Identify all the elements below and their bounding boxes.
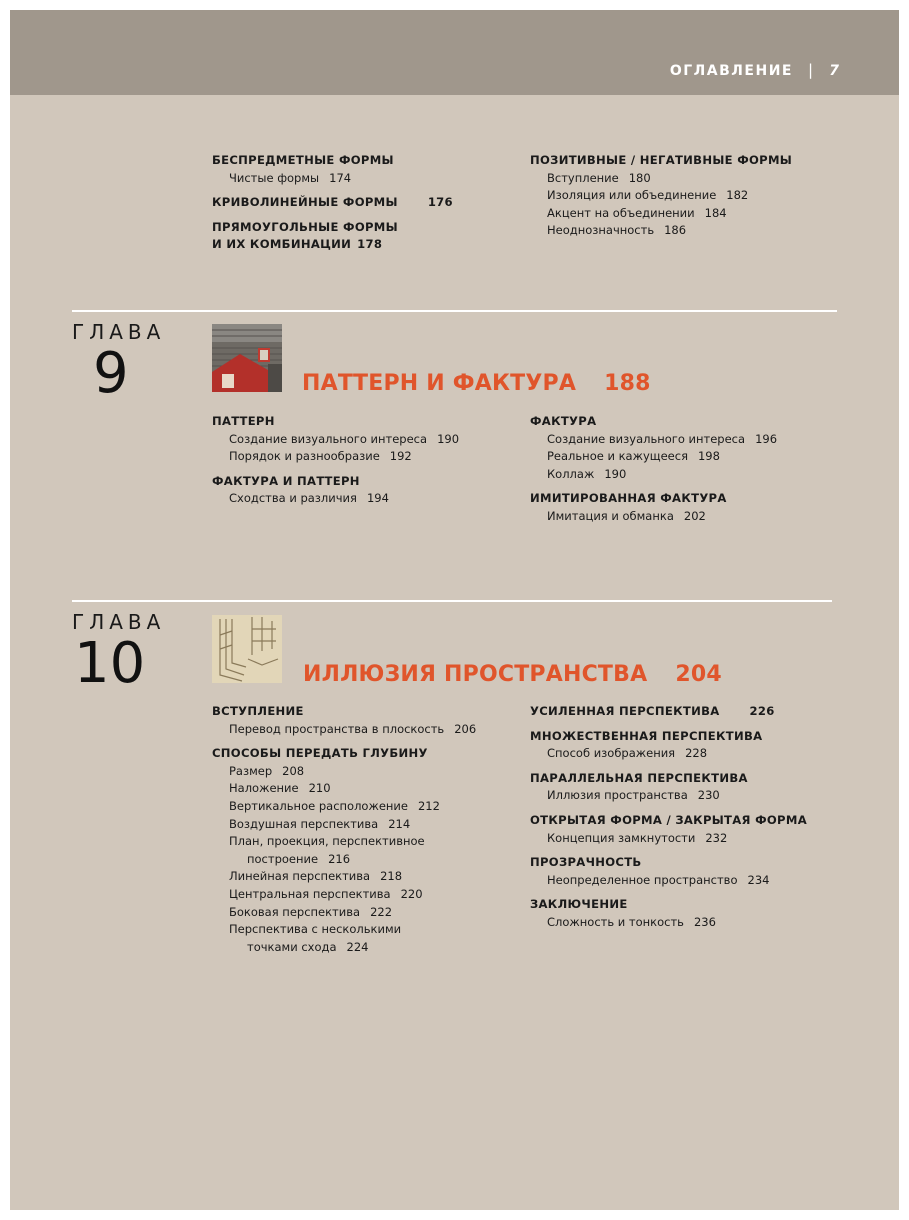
header-page-number: 7 <box>829 63 839 79</box>
chapter-label: ГЛАВА <box>72 320 166 344</box>
toc-entry-page: 224 <box>346 939 369 954</box>
toc-entry-text: Вертикальное расположение <box>229 798 408 813</box>
toc-entry-page: 186 <box>664 223 687 238</box>
toc-entry-continuation <box>212 939 512 957</box>
toc-entry-text: Центральная перспектива <box>229 886 391 901</box>
section-heading-page: 178 <box>357 237 383 252</box>
page-header <box>10 10 899 95</box>
section-heading <box>212 473 512 491</box>
toc-chapter10-right-column <box>530 703 850 932</box>
toc-entry-page: 192 <box>389 449 412 464</box>
section-heading-text: ПРОЗРАЧНОСТЬ <box>530 855 642 870</box>
chapter-title <box>302 371 651 396</box>
chapter-10-thumbnail <box>212 615 282 683</box>
section-heading <box>212 413 512 431</box>
toc-entry-text: Иллюзия пространства <box>547 788 688 803</box>
section-heading <box>530 812 850 830</box>
toc-entry-text: Перспектива с несколькими <box>229 922 402 937</box>
toc-entry-page: 216 <box>328 851 351 866</box>
chapter-title-text: ПАТТЕРН И ФАКТУРА <box>302 371 577 396</box>
toc-entry-text: Наложение <box>229 781 299 796</box>
section-heading-page: 176 <box>427 195 453 210</box>
toc-top-left-column <box>212 152 512 254</box>
toc-entry <box>212 721 512 739</box>
toc-entry <box>530 914 850 932</box>
toc-entry-page: 182 <box>726 188 749 203</box>
toc-entry-page: 234 <box>747 872 770 887</box>
toc-entry <box>530 187 850 205</box>
toc-entry <box>212 431 512 449</box>
section-heading-text: ЗАКЛЮЧЕНИЕ <box>530 897 628 912</box>
toc-entry <box>530 830 850 848</box>
toc-entry-text: Сходства и различия <box>229 491 357 506</box>
section-heading-text: МНОЖЕСТВЕННАЯ ПЕРСПЕКТИВА <box>530 728 763 743</box>
toc-entry <box>212 780 512 798</box>
chapter-label: ГЛАВА <box>72 610 166 634</box>
toc-entry-text: Неопределенное пространство <box>547 872 738 887</box>
toc-top-right-column <box>530 152 850 240</box>
chapter-number: 9 <box>93 341 129 406</box>
toc-entry-page: 212 <box>417 798 440 813</box>
section-heading <box>212 219 512 254</box>
toc-entry-page: 194 <box>366 491 389 506</box>
toc-entry-page: 190 <box>604 466 627 481</box>
toc-entry-continuation <box>212 851 512 869</box>
section-heading-text: ОТКРЫТАЯ ФОРМА / ЗАКРЫТАЯ ФОРМА <box>530 812 807 827</box>
toc-entry-page: 214 <box>388 816 411 831</box>
toc-entry <box>212 816 512 834</box>
toc-entry-text: Изоляция или объединение <box>547 188 717 203</box>
toc-entry-page: 222 <box>370 904 393 919</box>
toc-entry-page: 190 <box>437 431 460 446</box>
section-heading <box>530 152 850 170</box>
section-heading-text-line2: И ИХ КОМБИНАЦИИ <box>212 237 352 252</box>
toc-entry-page: 184 <box>704 205 727 220</box>
section-heading-text: ПОЗИТИВНЫЕ / НЕГАТИВНЫЕ ФОРМЫ <box>530 153 793 167</box>
toc-entry-page: 208 <box>282 763 305 778</box>
toc-entry <box>212 798 512 816</box>
section-heading-text: ИМИТИРОВАННАЯ ФАКТУРА <box>530 491 727 506</box>
toc-entry <box>212 904 512 922</box>
toc-entry-page: 230 <box>697 788 720 803</box>
toc-entry-text: Сложность и тонкость <box>547 914 684 929</box>
toc-entry <box>212 763 512 781</box>
section-heading-text: ВСТУПЛЕНИЕ <box>212 704 304 718</box>
header-title: ОГЛАВЛЕНИЕ <box>669 63 793 79</box>
book-page <box>10 10 899 1210</box>
toc-entry-text: Чистые формы <box>229 170 320 185</box>
section-heading <box>530 490 850 508</box>
header-separator: | <box>807 61 813 79</box>
section-heading <box>530 728 850 746</box>
chapter-divider <box>72 600 832 602</box>
toc-entry-text: Вступление <box>547 170 619 185</box>
section-heading-text: КРИВОЛИНЕЙНЫЕ ФОРМЫ <box>212 195 398 210</box>
section-heading <box>530 854 850 872</box>
chapter-title-page: 188 <box>604 371 651 396</box>
section-heading-text: ПАТТЕРН <box>212 414 275 428</box>
section-heading <box>530 703 850 721</box>
toc-entry-text: Создание визуального интереса <box>547 431 746 446</box>
toc-entry <box>530 508 850 526</box>
section-heading <box>530 896 850 914</box>
toc-entry-page: 232 <box>705 830 728 845</box>
section-heading <box>530 770 850 788</box>
toc-entry-page: 218 <box>380 869 403 884</box>
toc-entry-page: 202 <box>683 508 706 523</box>
toc-entry-text: Порядок и разнообразие <box>229 449 380 464</box>
toc-entry <box>212 833 512 851</box>
section-heading <box>212 703 512 721</box>
section-heading-text: ПРЯМОУГОЛЬНЫЕ ФОРМЫ <box>212 219 398 234</box>
section-heading-text: ПАРАЛЛЕЛЬНАЯ ПЕРСПЕКТИВА <box>530 770 748 785</box>
chapter-9-thumbnail <box>212 324 282 392</box>
toc-entry-page: 220 <box>400 886 423 901</box>
chapter-title <box>303 662 722 687</box>
toc-entry <box>212 448 512 466</box>
toc-entry-text-line2: построение <box>247 851 319 866</box>
toc-chapter10-left-column <box>212 703 512 956</box>
section-heading-page: 226 <box>749 704 775 718</box>
section-heading-text: ФАКТУРА И ПАТТЕРН <box>212 473 360 488</box>
toc-chapter9-left-column <box>212 413 512 508</box>
section-heading <box>212 194 512 212</box>
toc-entry-text: Линейная перспектива <box>229 869 371 884</box>
chapter-number: 10 <box>74 631 146 696</box>
toc-entry-page: 198 <box>697 449 720 464</box>
toc-entry-text-line2: точками схода <box>247 939 337 954</box>
chapter-title-text: ИЛЛЮЗИЯ ПРОСТРАНСТВА <box>303 662 648 687</box>
toc-entry-page: 196 <box>755 431 778 446</box>
toc-entry-text: Воздушная перспектива <box>229 816 379 831</box>
toc-entry-text: Акцент на объединении <box>547 205 695 220</box>
toc-entry-page: 206 <box>454 721 477 736</box>
toc-entry <box>530 872 850 890</box>
toc-entry <box>530 205 850 223</box>
toc-entry-text: Перевод пространства в плоскость <box>229 721 445 736</box>
toc-entry-text: Имитация и обманка <box>547 508 674 523</box>
section-heading <box>212 152 512 170</box>
toc-entry-text: Размер <box>229 763 273 778</box>
section-heading-text: УСИЛЕННАЯ ПЕРСПЕКТИВА <box>530 704 720 718</box>
toc-entry-page: 236 <box>693 914 716 929</box>
section-heading <box>212 745 512 763</box>
chapter-title-page: 204 <box>675 662 722 687</box>
section-heading-text: СПОСОБЫ ПЕРЕДАТЬ ГЛУБИНУ <box>212 746 428 761</box>
toc-entry <box>530 466 850 484</box>
toc-chapter9-right-column <box>530 413 850 526</box>
toc-entry <box>530 787 850 805</box>
toc-entry <box>212 921 512 939</box>
toc-entry-page: 180 <box>628 170 651 185</box>
toc-entry-text: Неоднозначность <box>547 223 655 238</box>
toc-entry <box>212 868 512 886</box>
toc-entry <box>212 886 512 904</box>
toc-entry-page: 174 <box>329 170 352 185</box>
toc-entry-text: Создание визуального интереса <box>229 431 428 446</box>
toc-entry-text: План, проекция, перспективное <box>229 834 425 849</box>
toc-entry-text: Способ изображения <box>547 746 676 761</box>
toc-entry <box>530 222 850 240</box>
toc-entry <box>530 170 850 188</box>
toc-entry <box>530 431 850 449</box>
section-heading-text: БЕСПРЕДМЕТНЫЕ ФОРМЫ <box>212 153 394 167</box>
toc-entry <box>530 448 850 466</box>
toc-entry <box>530 745 850 763</box>
toc-entry-text: Боковая перспектива <box>229 904 361 919</box>
toc-entry-text: Коллаж <box>547 466 595 481</box>
toc-entry-text: Концепция замкнутости <box>547 830 696 845</box>
chapter-divider <box>72 310 837 312</box>
toc-entry-page: 228 <box>685 746 708 761</box>
section-heading-text: ФАКТУРА <box>530 414 597 428</box>
toc-entry <box>212 170 512 188</box>
toc-entry-text: Реальное и кажущееся <box>547 449 688 464</box>
toc-entry-page: 210 <box>308 781 331 796</box>
toc-entry <box>212 490 512 508</box>
section-heading <box>530 413 850 431</box>
